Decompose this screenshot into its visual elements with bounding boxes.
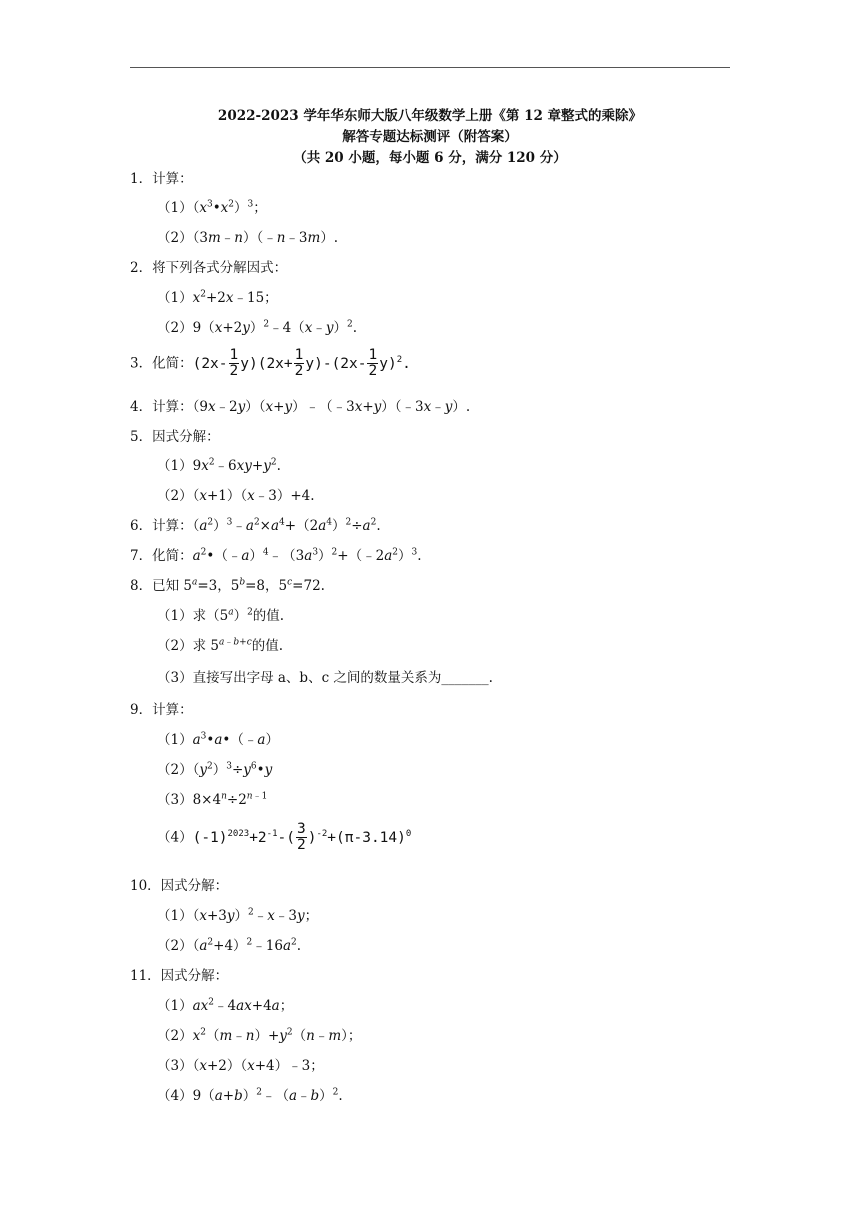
doc-scoring: （共 20 小题，每小题 6 分，满分 120 分） xyxy=(293,150,567,166)
question-2-part-1: $(1)x^2+2x﹣15$； xyxy=(157,289,278,306)
question-1-part-2: （2）（3m﹣n）（﹣n﹣3m）. xyxy=(157,230,339,246)
question-9-head: 9．计算： xyxy=(130,702,193,718)
question-5-part-1: $(1)9x^2﹣6xy+y^2$. xyxy=(157,457,281,474)
question-8-head: 8．已知 $5^a=3$，$5^b=8$，$5^c=72$. xyxy=(130,577,325,594)
question-4: 4．计算：（9x﹣2y）（x+y）﹣（﹣3x+y）（﹣3x﹣y）. xyxy=(130,399,471,415)
question-9-part-2: $(2)(y^2)^3\div y^6•y$ xyxy=(157,761,273,778)
question-11-part-2: $(2)x^2(m﹣n)+y^2(n﹣m)$； xyxy=(157,1027,362,1044)
question-7: 7．化简：$a^2•(﹣a)^4﹣(3a^3)^2+(﹣2a^2)^3$. xyxy=(130,547,422,564)
question-3-expression: (2x- $\frac{1}{2}$ y)(2x+ $\frac{1}{2}$ y)-(2x- $\frac{1}{2}$ y)$^2$. xyxy=(192,347,411,380)
question-11-part-1: $(1)ax^2﹣4ax+4a$； xyxy=(157,997,294,1014)
question-8-part-3: （3）直接写出字母 a、b、c 之间的数量关系为_______. xyxy=(157,670,493,686)
question-8-part-2: （2）求 $5^{a﹣b+c}$的值. xyxy=(157,637,284,654)
question-9-part-3: $(3)8\times 4^n\div 2^{n﹣1}$ xyxy=(157,791,268,808)
question-8-part-1: （1）求$(5^a)^2$的值. xyxy=(157,607,285,624)
doc-subtitle: 解答专题达标测评（附答案） xyxy=(342,129,518,145)
question-2-part-2: $(2)9(x+2y)^2﹣4(x﹣y)^2$. xyxy=(157,319,357,336)
question-9-part-4-expression: $(-1)^{2023}+2^{-1}-$( $\frac{3}{2}$ )$^{-2}+(\pi-3.14)^0$ xyxy=(192,821,412,854)
question-11-part-3: （3）（x+2）（x+4）﹣3； xyxy=(157,1058,324,1074)
question-9-part-1: $(1)a^3•a•(﹣a)$ xyxy=(157,731,279,748)
question-2-head: 2．将下列各式分解因式： xyxy=(130,260,288,276)
question-10-head: 10．因式分解： xyxy=(130,878,229,894)
question-10-part-1: $(1)(x+3y)^2﹣x﹣3y$； xyxy=(157,907,319,924)
question-11-head: 11．因式分解： xyxy=(130,968,229,984)
question-5-part-2: （2）（x+1）（x﹣3）+4. xyxy=(157,488,315,504)
question-11-part-4: $(4)9(a+b)^2﹣(a﹣b)^2$. xyxy=(157,1087,343,1104)
question-9-part-4: $(4)(-1)^{2023}+2^{-1}-$( $\frac{3}{2}$ )$^{-2}+(\pi-3.14)^0$ xyxy=(157,821,412,854)
question-3-head: 3．化简： xyxy=(130,355,193,372)
question-6: 6．计算：$(a^2)^3﹣a^2\times a^4+(2a^4)^2\div a^2$. xyxy=(130,517,381,534)
question-1-head: 1．计算： xyxy=(130,171,193,187)
header-rule xyxy=(130,67,730,68)
question-10-part-2: $(2)(a^2+4)^2﹣16a^2$. xyxy=(157,937,302,954)
question-3 xyxy=(130,348,411,379)
question-5-head: 5．因式分解： xyxy=(130,429,220,445)
question-1-part-1: $(1)(x^3•x^2)^3$； xyxy=(157,199,267,216)
doc-title: 2022-2023 学年华东师大版八年级数学上册《第 12 章整式的乘除》 xyxy=(217,108,643,124)
